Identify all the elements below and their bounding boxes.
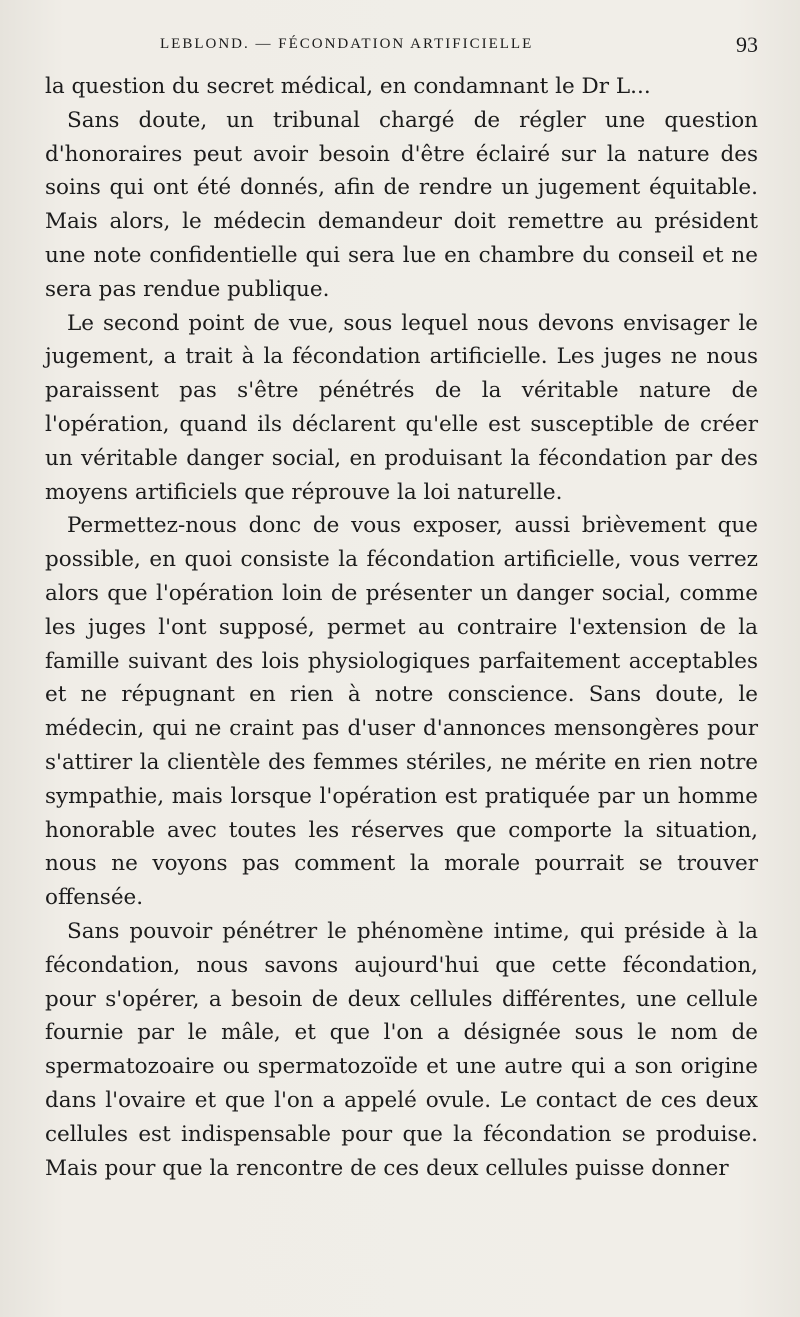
paragraph-cellules: Sans pouvoir pénétrer le phénomène intime, qui préside à la fécondation, nous savons aujourd'hui que cette fécondation, pour s'opérer, a besoin de deux cellules différentes, une cellule fournie par le mâle, et que l'on a désignée sous le nom de spermatozoaire ou spermatozoïde et une autre qui a son origine dans l'ovaire et que l'on a appelé ovule. Le contact de ces deux cellules est indispensable pour que la fécondation se produise. Mais pour que la rencontre de ces deux cellules puisse donner xyxy=(45,918,758,1181)
paragraph-honoraires: Sans doute, un tribunal chargé de régler une question d'honoraires peut avoir besoin d'être éclairé sur la nature des soins qui ont été donnés, afin de rendre un jugement équitable. Mais alors, le médecin demandeur doit remettre au président une note confidentielle qui sera lue en chambre du conseil et ne sera pas rendue publique. xyxy=(45,107,758,302)
page-header xyxy=(45,30,758,70)
paragraph-exposer: Permettez-nous donc de vous exposer, aussi brièvement que possible, en quoi consiste la fécondation artificielle, vous verrez alors que l'opération loin de présenter un danger social, comme les juges l'ont supposé, permet au contraire l'extension de la famille suivant des lois physiologiques parfaitement acceptables et ne répugnant en rien à notre conscience. Sans doute, le médecin, qui ne craint pas d'user d'annonces mensongères pour s'attirer la clientèle des femmes stériles, ne mérite en rien notre sympathie, mais lorsque l'opération est pratiquée par un homme honorable avec toutes les réserves que comporte la situation, nous ne voyons pas comment la morale pourrait se trouver offensée. xyxy=(45,513,758,911)
running-title: LEBLOND. — FÉCONDATION ARTIFICIELLE xyxy=(160,36,534,52)
body-text xyxy=(45,70,758,1185)
page-number: 93 xyxy=(736,32,758,57)
paragraph-second-point: Le second point de vue, sous lequel nous devons envisager le jugement, a trait à la fécondation artificielle. Les juges ne nous paraissent pas s'être pénétrés de la véritable nature de l'opération, quand ils déclarent qu'elle est susceptible de créer un véritable danger social, en produisant la fécondation par des moyens artificiels que réprouve la loi naturelle. xyxy=(45,310,758,505)
paragraph-continued: la question du secret médical, en condamnant le Dr L... xyxy=(45,74,651,99)
